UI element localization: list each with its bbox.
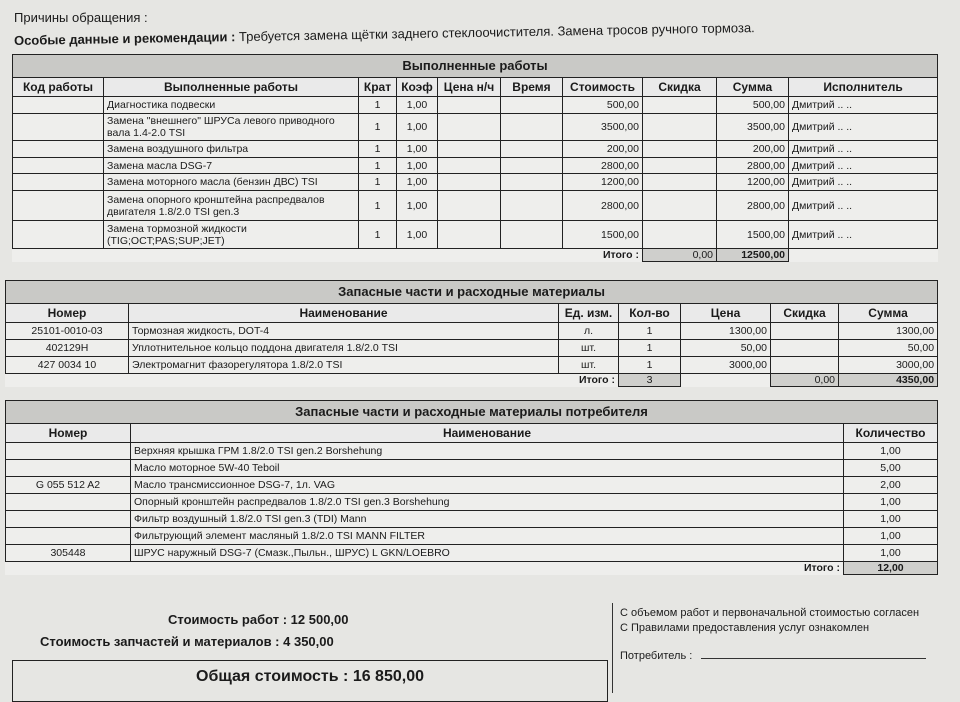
customer-parts-title: Запасные части и расходные материалы потребителя — [6, 401, 938, 424]
cell-price — [438, 221, 501, 249]
customer-parts-table — [5, 400, 938, 575]
cell-discount — [643, 97, 717, 114]
parts-total-label: Итого : — [578, 374, 615, 387]
parts-cost: Стоимость запчастей и материалов : 4 350,00 — [40, 634, 334, 649]
cell-sum: 2800,00 — [717, 191, 789, 221]
cell-time — [501, 174, 563, 191]
cell-code — [13, 221, 104, 249]
cell-qty: 1,00 — [844, 443, 938, 460]
works-total-discount: 0,00 — [643, 249, 717, 262]
cell-code — [13, 191, 104, 221]
customer-parts-total-label: Итого : — [803, 562, 840, 575]
cell-cost: 1200,00 — [563, 174, 643, 191]
cell-name: ШРУС наружный DSG-7 (Смазк.,Пыльн., ШРУС) L GKN/LOEBRO — [131, 545, 844, 562]
divider — [612, 603, 613, 693]
cell-name: Масло моторное 5W-40 Teboil — [131, 460, 844, 477]
customer-parts-total-qty: 12,00 — [844, 562, 938, 575]
parts-table — [5, 280, 938, 387]
cell-number: G 055 512 A2 — [6, 477, 131, 494]
cell-unit: шт. — [559, 340, 619, 357]
cell-krat: 1 — [359, 97, 397, 114]
cell-number — [6, 511, 131, 528]
cell-discount — [643, 174, 717, 191]
parts-total-sum: 4350,00 — [839, 374, 938, 387]
table-row — [13, 141, 938, 158]
cell-price — [438, 191, 501, 221]
table-row — [6, 323, 938, 340]
column-header: Коэф — [397, 78, 438, 97]
signature-line — [701, 658, 926, 659]
cell-time — [501, 141, 563, 158]
cell-qty: 1,00 — [844, 528, 938, 545]
cell-discount — [643, 114, 717, 141]
table-row — [13, 191, 938, 221]
cell-worker: Дмитрий .. .. — [789, 221, 938, 249]
column-header: Номер — [6, 304, 129, 323]
cell-koef: 1,00 — [397, 174, 438, 191]
cell-name: Замена моторного масла (бензин ДВС) TSI — [104, 174, 359, 191]
notes-label: Особые данные и рекомендации : — [13, 29, 236, 48]
cell-koef: 1,00 — [397, 141, 438, 158]
cell-worker: Дмитрий .. .. — [789, 191, 938, 221]
cell-number — [6, 528, 131, 545]
cell-price — [438, 174, 501, 191]
parts-title: Запасные части и расходные материалы — [6, 281, 938, 304]
cell-price: 50,00 — [681, 340, 771, 357]
table-row — [6, 460, 938, 477]
notes-text: Требуется замена щётки заднего стеклоочистителя. Замена тросов ручного тормоза. — [238, 20, 755, 45]
cell-name: Верхняя крышка ГРМ 1.8/2.0 TSI gen.2 Borshehung — [131, 443, 844, 460]
cell-discount — [771, 357, 839, 374]
table-row — [13, 158, 938, 174]
cell-number: 25101-0010-03 — [6, 323, 129, 340]
cell-price: 3000,00 — [681, 357, 771, 374]
column-header: Наименование — [131, 424, 844, 443]
consumer-label: Потребитель : — [620, 650, 693, 662]
table-row — [6, 443, 938, 460]
column-header: Исполнитель — [789, 78, 938, 97]
cell-krat: 1 — [359, 114, 397, 141]
cell-cost: 200,00 — [563, 141, 643, 158]
cell-qty: 1,00 — [844, 494, 938, 511]
cell-worker: Дмитрий .. .. — [789, 114, 938, 141]
column-header: Код работы — [13, 78, 104, 97]
cell-number — [6, 460, 131, 477]
cell-name: Замена масла DSG-7 — [104, 158, 359, 174]
cell-discount — [771, 340, 839, 357]
table-row — [6, 357, 938, 374]
table-row — [6, 340, 938, 357]
table-row — [13, 114, 938, 141]
works-total-label: Итого : — [602, 249, 639, 262]
cell-name: Замена воздушного фильтра — [104, 141, 359, 158]
cell-time — [501, 221, 563, 249]
cell-sum: 1500,00 — [717, 221, 789, 249]
agree-line-1: С объемом работ и первоначальной стоимостью согласен — [620, 607, 920, 619]
cell-name: Фильтрующий элемент масляный 1.8/2.0 TSI MANN FILTER — [131, 528, 844, 545]
cell-number — [6, 443, 131, 460]
cell-number: 402129H — [6, 340, 129, 357]
column-header: Номер — [6, 424, 131, 443]
cell-sum: 50,00 — [839, 340, 938, 357]
cell-worker: Дмитрий .. .. — [789, 141, 938, 158]
works-cost: Стоимость работ : 12 500,00 — [168, 612, 349, 627]
cell-name: Замена опорного кронштейна распредвалов двигателя 1.8/2.0 TSI gen.3 — [104, 191, 359, 221]
cell-koef: 1,00 — [397, 221, 438, 249]
cell-koef: 1,00 — [397, 97, 438, 114]
column-header: Наименование — [129, 304, 559, 323]
cell-sum: 200,00 — [717, 141, 789, 158]
works-table — [12, 54, 938, 262]
column-header: Ед. изм. — [559, 304, 619, 323]
cell-qty: 1 — [619, 323, 681, 340]
cell-name: Диагностика подвески — [104, 97, 359, 114]
cell-sum: 3000,00 — [839, 357, 938, 374]
cell-unit: шт. — [559, 357, 619, 374]
cell-krat: 1 — [359, 221, 397, 249]
cell-code — [13, 158, 104, 174]
cell-code — [13, 174, 104, 191]
cell-discount — [643, 221, 717, 249]
table-row — [13, 97, 938, 114]
cell-price — [438, 114, 501, 141]
cell-time — [501, 191, 563, 221]
cell-cost: 3500,00 — [563, 114, 643, 141]
cell-price — [438, 97, 501, 114]
cell-price — [438, 158, 501, 174]
table-row — [6, 511, 938, 528]
column-header: Стоимость — [563, 78, 643, 97]
cell-name: Опорный кронштейн распредвалов 1.8/2.0 TSI gen.3 Borshehung — [131, 494, 844, 511]
cell-discount — [643, 141, 717, 158]
column-header: Крат — [359, 78, 397, 97]
column-header: Сумма — [717, 78, 789, 97]
column-header: Количество — [844, 424, 938, 443]
reasons-label: Причины обращения : — [14, 10, 148, 25]
table-row — [13, 221, 938, 249]
cell-discount — [643, 158, 717, 174]
cell-name: Замена тормозной жидкости (TIG;OCT;PAS;SUP;JET) — [104, 221, 359, 249]
cell-cost: 500,00 — [563, 97, 643, 114]
total-cost: Общая стоимость : 16 850,00 — [196, 668, 424, 685]
cell-qty: 5,00 — [844, 460, 938, 477]
cell-sum: 2800,00 — [717, 158, 789, 174]
cell-qty: 2,00 — [844, 477, 938, 494]
table-row — [13, 174, 938, 191]
parts-total-discount: 0,00 — [771, 374, 839, 387]
cell-qty: 1 — [619, 357, 681, 374]
cell-name: Фильтр воздушный 1.8/2.0 TSI gen.3 (TDI) Mann — [131, 511, 844, 528]
cell-qty: 1,00 — [844, 545, 938, 562]
table-row — [6, 545, 938, 562]
cell-qty: 1,00 — [844, 511, 938, 528]
cell-discount — [771, 323, 839, 340]
cell-number — [6, 494, 131, 511]
cell-krat: 1 — [359, 174, 397, 191]
cell-number: 305448 — [6, 545, 131, 562]
column-header: Скидка — [643, 78, 717, 97]
cell-discount — [643, 191, 717, 221]
cell-price: 1300,00 — [681, 323, 771, 340]
column-header: Кол-во — [619, 304, 681, 323]
cell-sum: 1300,00 — [839, 323, 938, 340]
cell-sum: 3500,00 — [717, 114, 789, 141]
column-header: Цена н/ч — [438, 78, 501, 97]
cell-time — [501, 158, 563, 174]
cell-cost: 2800,00 — [563, 191, 643, 221]
cell-worker: Дмитрий .. .. — [789, 174, 938, 191]
table-row — [6, 477, 938, 494]
table-row — [6, 528, 938, 545]
parts-total-qty: 3 — [619, 374, 681, 387]
works-total-sum: 12500,00 — [717, 249, 789, 262]
cell-name: Электромагнит фазорегулятора 1.8/2.0 TSI — [129, 357, 559, 374]
cell-qty: 1 — [619, 340, 681, 357]
cell-number: 427 0034 10 — [6, 357, 129, 374]
cell-name: Масло трансмиссионное DSG-7, 1л. VAG — [131, 477, 844, 494]
cell-name: Замена "внешнего" ШРУСа левого приводного вала 1.4-2.0 TSI — [104, 114, 359, 141]
cell-koef: 1,00 — [397, 114, 438, 141]
cell-koef: 1,00 — [397, 191, 438, 221]
cell-code — [13, 97, 104, 114]
cell-unit: л. — [559, 323, 619, 340]
column-header: Сумма — [839, 304, 938, 323]
cell-code — [13, 141, 104, 158]
table-row — [6, 494, 938, 511]
agree-line-2: С Правилами предоставления услуг ознакомлен — [620, 622, 870, 634]
column-header: Скидка — [771, 304, 839, 323]
cell-time — [501, 97, 563, 114]
cell-krat: 1 — [359, 158, 397, 174]
cell-worker: Дмитрий .. .. — [789, 158, 938, 174]
cell-price — [438, 141, 501, 158]
cell-name: Уплотнительное кольцо поддона двигателя 1.8/2.0 TSI — [129, 340, 559, 357]
cell-sum: 500,00 — [717, 97, 789, 114]
cell-cost: 1500,00 — [563, 221, 643, 249]
cell-time — [501, 114, 563, 141]
cell-worker: Дмитрий .. .. — [789, 97, 938, 114]
works-title: Выполненные работы — [13, 55, 938, 78]
total-cost-box — [12, 660, 608, 702]
cell-krat: 1 — [359, 191, 397, 221]
cell-name: Тормозная жидкость, DOT-4 — [129, 323, 559, 340]
column-header: Выполненные работы — [104, 78, 359, 97]
cell-koef: 1,00 — [397, 158, 438, 174]
cell-cost: 2800,00 — [563, 158, 643, 174]
column-header: Цена — [681, 304, 771, 323]
column-header: Время — [501, 78, 563, 97]
cell-sum: 1200,00 — [717, 174, 789, 191]
consumer-signature — [620, 650, 926, 662]
cell-krat: 1 — [359, 141, 397, 158]
cell-code — [13, 114, 104, 141]
